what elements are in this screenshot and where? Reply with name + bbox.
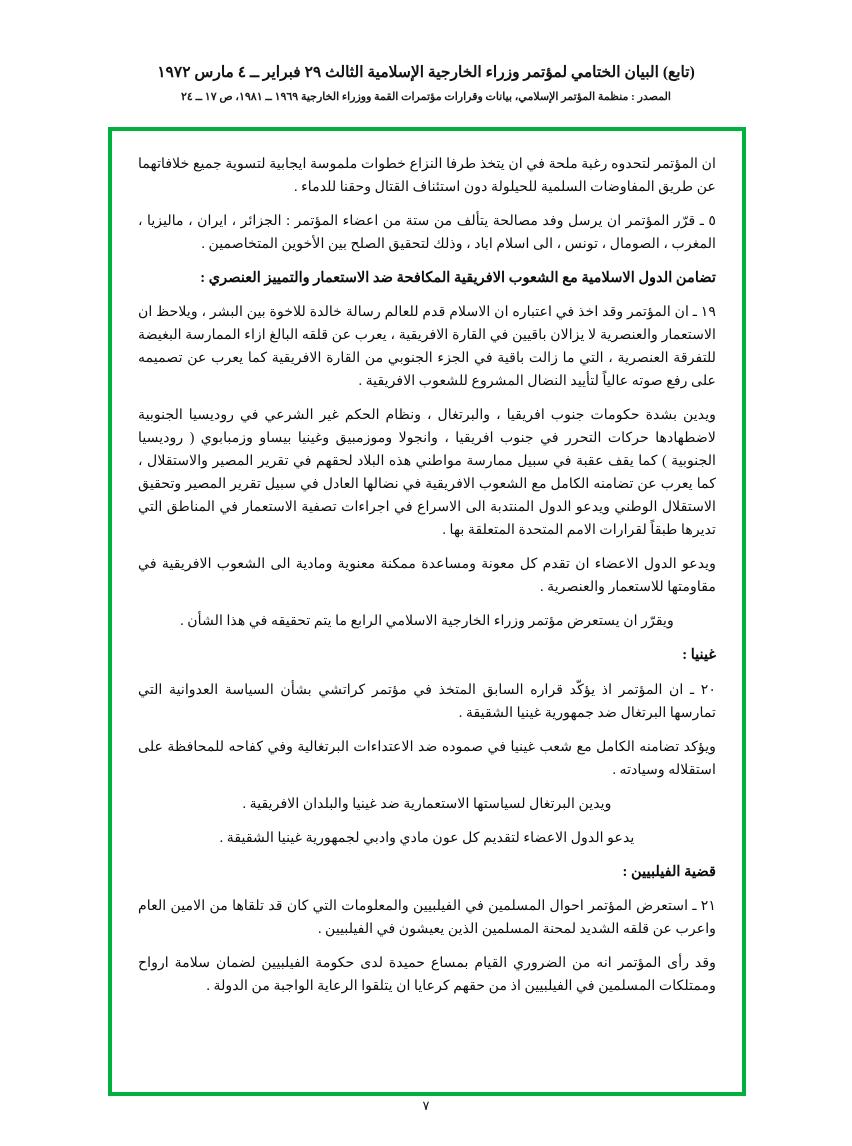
document-source-line: المصدر : منظمة المؤتمر الإسلامي، بيانات وقرارات مؤتمرات القمة ووزراء الخارجية ١٩٦٩ ــ ١٩٨١، ص ١٧ ــ ٢٤ [181, 90, 671, 103]
content-frame [108, 127, 746, 1096]
section-heading: تضامن الدول الاسلامية مع الشعوب الافريقية المكافحة ضد الاستعمار والتمييز العنصري : [200, 270, 716, 286]
paragraph: ٢١ ـ استعرض المؤتمر احوال المسلمين في الفيلبيين والمعلومات التي كان قد تلقاها من الامين العام واعرب عن قلقه الشديد لمحنة المسلمين الذين يعيشون في الفيلبيين . [138, 898, 716, 938]
paragraph: ويدين البرتغال لسياستها الاستعمارية ضد غينيا والبلدان الافريقية . [242, 795, 612, 812]
paragraph: ان المؤتمر لتحدوه رغبة ملحة في ان يتخذ طرفا النزاع خطوات ملموسة ايجابية لتسوية جميع خلافاتهما عن طريق المفاوضات السلمية للحيلولة دون استئناف القتال وحقنا للدماء . [138, 156, 716, 195]
section-heading: غينيا : [682, 647, 716, 664]
document-title: (تابع) البيان الختامي لمؤتمر وزراء الخارجية الإسلامية الثالث ٢٩ فبراير ــ ٤ مارس ١٩٧٢ [157, 64, 695, 81]
document-body [112, 131, 742, 1092]
paragraph: ٢٠ ـ ان المؤتمر اذ يؤكّد قراره السابق المتخذ في مؤتمر كراتشي بشأن السياسة العدوانية التي تمارسها البرتغال ضد جمهورية غينيا الشقيقة . [138, 681, 716, 721]
paragraph: وقد رأى المؤتمر انه من الضروري القيام بمساع حميدة لدى حكومة الفيلبيين لضمان سلامة ارواح وممتلكات المسلمين في الفيلبيين اذ من حقهم كرعايا ان يتلقوا الرعاية الواجبة من الدولة . [138, 955, 716, 995]
paragraph: ويدعو الدول الاعضاء ان تقدم كل معونة ومساعدة ممكنة معنوية ومادية الى الشعوب الافريقية في مقاومتها للاستعمار والعنصرية . [138, 556, 716, 596]
paragraph: ١٩ ـ ان المؤتمر وقد اخذ في اعتباره ان الاسلام قدم للعالم رسالة خالدة للاخوة بين البشر ، ويلاحظ ان الاستعمار والعنصرية لا يزالان باقيين في القارة الافريقية ، يعرب عن قلقه البالغ ازاء الممارسة البغيضة للتفرقة العنصرية ، التي ما زالت باقية في الجزء الجنوبي من القارة الافريقية كما يعرب عن تصميمه على رفع صوته عالياً لتأييد النضال المشروع للشعوب الافريقية . [138, 304, 716, 390]
section-heading: قضية الفيلبيين : [622, 863, 716, 880]
paragraph: ويقرّر ان يستعرض مؤتمر وزراء الخارجية الاسلامي الرابع ما يتم تحقيقه في هذا الشأن . [180, 613, 674, 630]
paragraph: ويؤكد تضامنه الكامل مع شعب غينيا في صموده ضد الاعتداءات البرتغالية وفي كفاحه للمحافظة على استقلاله وسيادته . [138, 738, 716, 778]
paragraph: يدعو الدول الاعضاء لتقديم كل عون مادي وادبي لجمهورية غينيا الشقيقة . [219, 829, 635, 846]
page-header [0, 0, 852, 105]
paragraph: ٥ ـ قرّر المؤتمر ان يرسل وفد مصالحة يتألف من ستة من اعضاء المؤتمر : الجزائر ، ايران ، ماليزيا ، المغرب ، الصومال ، تونس ، الى اسلام اباد ، وذلك لتحقيق الصلح بين الأخوين المتخاصمين . [138, 213, 716, 252]
page-number: ٧ [422, 1098, 430, 1113]
paragraph: ويدين بشدة حكومات جنوب افريقيا ، والبرتغال ، ونظام الحكم غير الشرعي في روديسيا الجنوبية لاضطهادها حركات التحرر في جنوب افريقيا ، وانجولا وموزمبيق وغينيا بيساو وزمبابوي ( روديسيا الجنوبية ) كما يقف عقبة في سبيل ممارسة مواطني هذه البلاد لحقهم في تقرير المصير والاستقلال ، كما يعرب عن تضامنه الكامل مع الشعوب الافريقية في نضالها العادل في سبيل تقرير المصير وتحقيق الاستقلال الوطني ويدعو الدول المنتدبة الى الاسراع في اجراءات تصفية الاستعمار في المناطق التي تديرها طبقاً لقرارات الامم المتحدة المتعلقة بها . [138, 407, 716, 539]
